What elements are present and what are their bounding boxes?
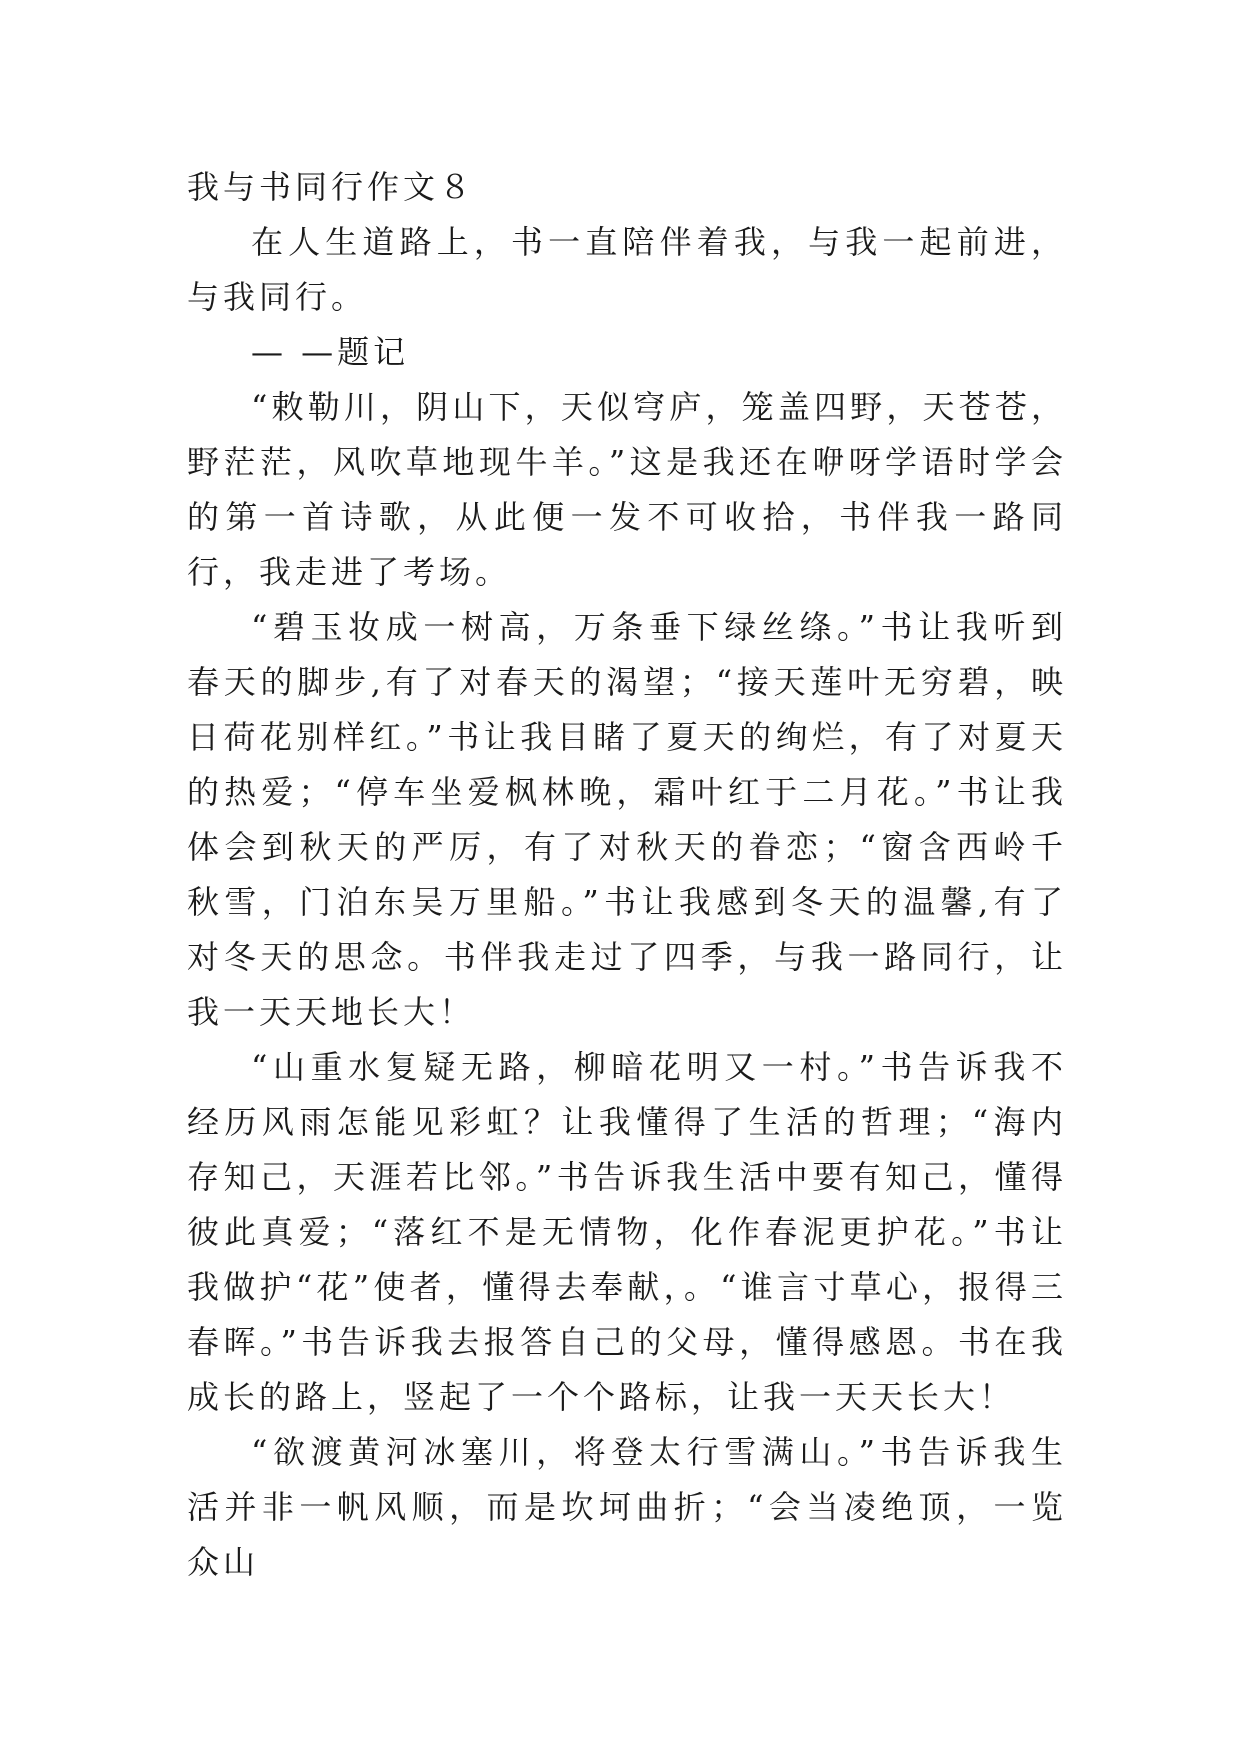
- essay-title: 我与书同行作文８: [187, 168, 476, 206]
- paragraph: “碧玉妆成一树高，万条垂下绿丝绦。”书让我听到春天的脚步,有了对春天的渴望；“接天莲叶无穷碧，映日荷花别样红。”书让我目睹了夏天的绚烂，有了对夏天的热爱；“停车坐爱枫林晚，霜叶红于二月花。”书让我体会到秋天的严厉，有了对秋天的眷恋；“窗含西岭千秋雪，门泊东吴万里船。”书让我感到冬天的温馨,有了对冬天的思念。书伴我走过了四季，与我一路同行，让我一天天地长大！: [187, 608, 1067, 1031]
- paragraph: “山重水复疑无路，柳暗花明又一村。”书告诉我不经历风雨怎能见彩虹？让我懂得了生活的哲理；“海内存知己，天涯若比邻。”书告诉我生活中要有知己，懂得彼此真爱；“落红不是无情物，化作春泥更护花。”书让我做护“花”使者，懂得去奉献，。“谁言寸草心，报得三春晖。”书告诉我去报答自己的父母，懂得感恩。书在我成长的路上，竖起了一个个路标，让我一天天长大！: [187, 1048, 1067, 1416]
- epigraph-signature: — —题记: [251, 333, 410, 371]
- paragraph: “欲渡黄河冰塞川，将登太行雪满山。”书告诉我生活并非一帆风顺，而是坎坷曲折；“会当凌绝顶，一览众山: [187, 1433, 1067, 1581]
- essay-body: [187, 160, 1067, 1590]
- epigraph-paragraph: 在人生道路上，书一直陪伴着我，与我一起前进，与我同行。: [187, 223, 1067, 316]
- paragraph: “敕勒川，阴山下，天似穹庐，笼盖四野，天苍苍，野茫茫，风吹草地现牛羊。”这是我还在咿呀学语时学会的第一首诗歌，从此便一发不可收拾，书伴我一路同行，我走进了考场。: [187, 388, 1067, 591]
